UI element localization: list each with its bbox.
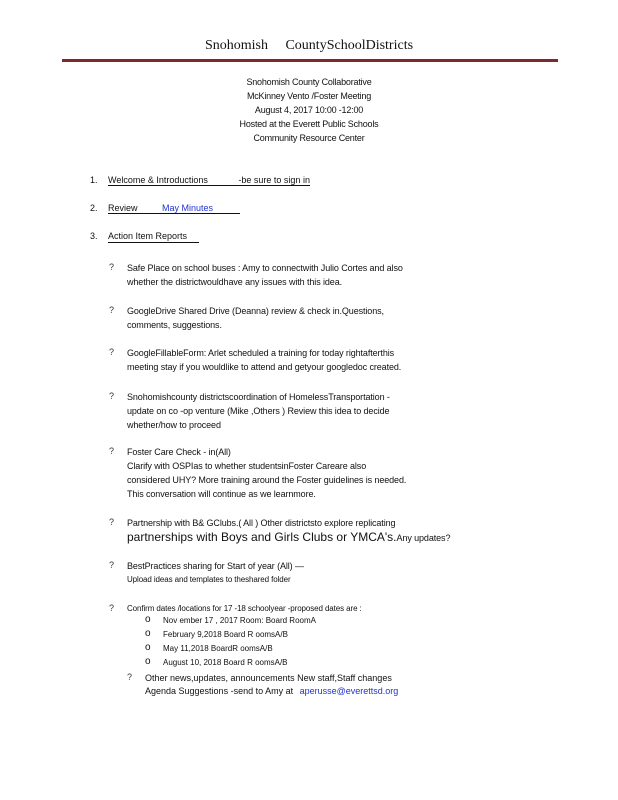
partnership-emphasis: partnerships with Boys and Girls Clubs or YMCA's.	[127, 530, 397, 544]
meeting-title-line-2: McKinney Vento /Foster Meeting	[246, 91, 372, 101]
bullet-icon: ?	[109, 391, 115, 401]
agenda-number: 2.	[90, 203, 98, 213]
bullet-icon: ?	[109, 446, 115, 456]
list-item-line: BestPractices sharing for Start of year (All) —	[127, 561, 304, 571]
sub-bullet-icon: o	[145, 614, 151, 625]
agenda-label: Welcome & Introductions	[108, 175, 208, 185]
list-item-line: Other news,updates, announcements New staff,Staff changes	[145, 673, 392, 683]
list-item-line: Foster Care Check - in(All)	[127, 447, 231, 457]
meeting-date-item: August 10, 2018 Board R oomsA/B	[163, 658, 288, 667]
list-item-line	[127, 530, 507, 545]
list-item-line: Clarify with OSPIas to whether studentsinFoster Careare also	[127, 461, 367, 471]
sub-bullet-icon: o	[145, 656, 151, 667]
agenda-number: 1.	[90, 175, 98, 185]
agenda-suggestions-text: Agenda Suggestions -send to Amy at	[145, 686, 294, 696]
list-item-line: Confirm dates /locations for 17 -18 schoolyear -proposed dates are :	[127, 604, 362, 613]
list-item-line: GoogleFillableForm: Arlet scheduled a training for today rightafterthis	[127, 348, 395, 358]
list-item-line: Snohomishcounty districtscoordination of HomelessTransportation -	[127, 392, 390, 402]
bullet-icon: ?	[109, 305, 115, 315]
list-item	[127, 390, 507, 432]
list-item	[127, 602, 527, 616]
meeting-date-line: August 4, 2017 10:00 -12:00	[254, 105, 364, 115]
list-item-line: Upload ideas and templates to theshared folder	[127, 575, 291, 584]
bullet-icon: ?	[109, 262, 115, 272]
other-news-item	[145, 672, 398, 698]
may-minutes-link[interactable]: May Minutes	[162, 203, 214, 213]
meeting-title-line-1: Snohomish County Collaborative	[246, 77, 372, 87]
list-item-line: whether the districtwouldhave any issues with this idea.	[127, 277, 343, 287]
meeting-location-line: Community Resource Center	[253, 133, 365, 143]
bullet-icon: ?	[109, 517, 115, 527]
agenda-item-action-reports: Action Item Reports	[108, 231, 199, 243]
bullet-icon: ?	[109, 347, 115, 357]
bullet-icon: ?	[127, 672, 133, 682]
list-item	[127, 445, 507, 501]
sub-bullet-icon: o	[145, 642, 151, 653]
list-item-line: Partnership with B& GClubs.( All ) Other districtsto explore replicating	[127, 518, 396, 528]
list-item-line: considered UHY? More training around the Foster guidelines is needed.	[127, 475, 407, 485]
list-item-line: This conversation will continue as we learnmore.	[127, 489, 316, 499]
header-divider	[62, 59, 558, 62]
meeting-date-item: May 11,2018 BoardR oomsA/B	[163, 644, 273, 653]
document-title: Snohomish CountySchoolDistricts	[204, 38, 414, 53]
agenda-item-review	[108, 203, 240, 214]
list-item-line: update on co -op venture (Mike ,Others ) Review this idea to decide	[127, 406, 390, 416]
agenda-label: Review	[108, 203, 138, 213]
agenda-suffix: -be sure to sign in	[238, 175, 310, 185]
bullet-icon: ?	[109, 603, 115, 613]
list-item-line: Safe Place on school buses : Amy to connectwith Julio Cortes and also	[127, 263, 403, 273]
email-link[interactable]: aperusse@everettsd.org	[299, 686, 399, 696]
sub-bullet-icon: o	[145, 628, 151, 639]
agenda-number: 3.	[90, 231, 98, 241]
list-item	[127, 346, 507, 374]
list-item	[127, 261, 507, 289]
list-item	[127, 559, 507, 587]
bullet-icon: ?	[109, 560, 115, 570]
list-item-line: whether/how to proceed	[127, 420, 221, 430]
meeting-host-line: Hosted at the Everett Public Schools	[239, 119, 379, 129]
agenda-item-welcome	[108, 175, 310, 186]
list-item-line: GoogleDrive Shared Drive (Deanna) review & check in.Questions,	[127, 306, 384, 316]
list-item-line: meeting stay if you wouldlike to attend and getyour googledoc created.	[127, 362, 402, 372]
list-item	[127, 304, 507, 332]
partnership-tail: Any updates?	[396, 533, 451, 543]
meeting-date-item: Nov ember 17 , 2017 Room: Board RoomA	[163, 616, 316, 625]
list-item-line: comments, suggestions.	[127, 320, 222, 330]
list-item-line	[145, 685, 398, 698]
list-item	[127, 516, 507, 545]
meeting-date-item: February 9,2018 Board R oomsA/B	[163, 630, 288, 639]
